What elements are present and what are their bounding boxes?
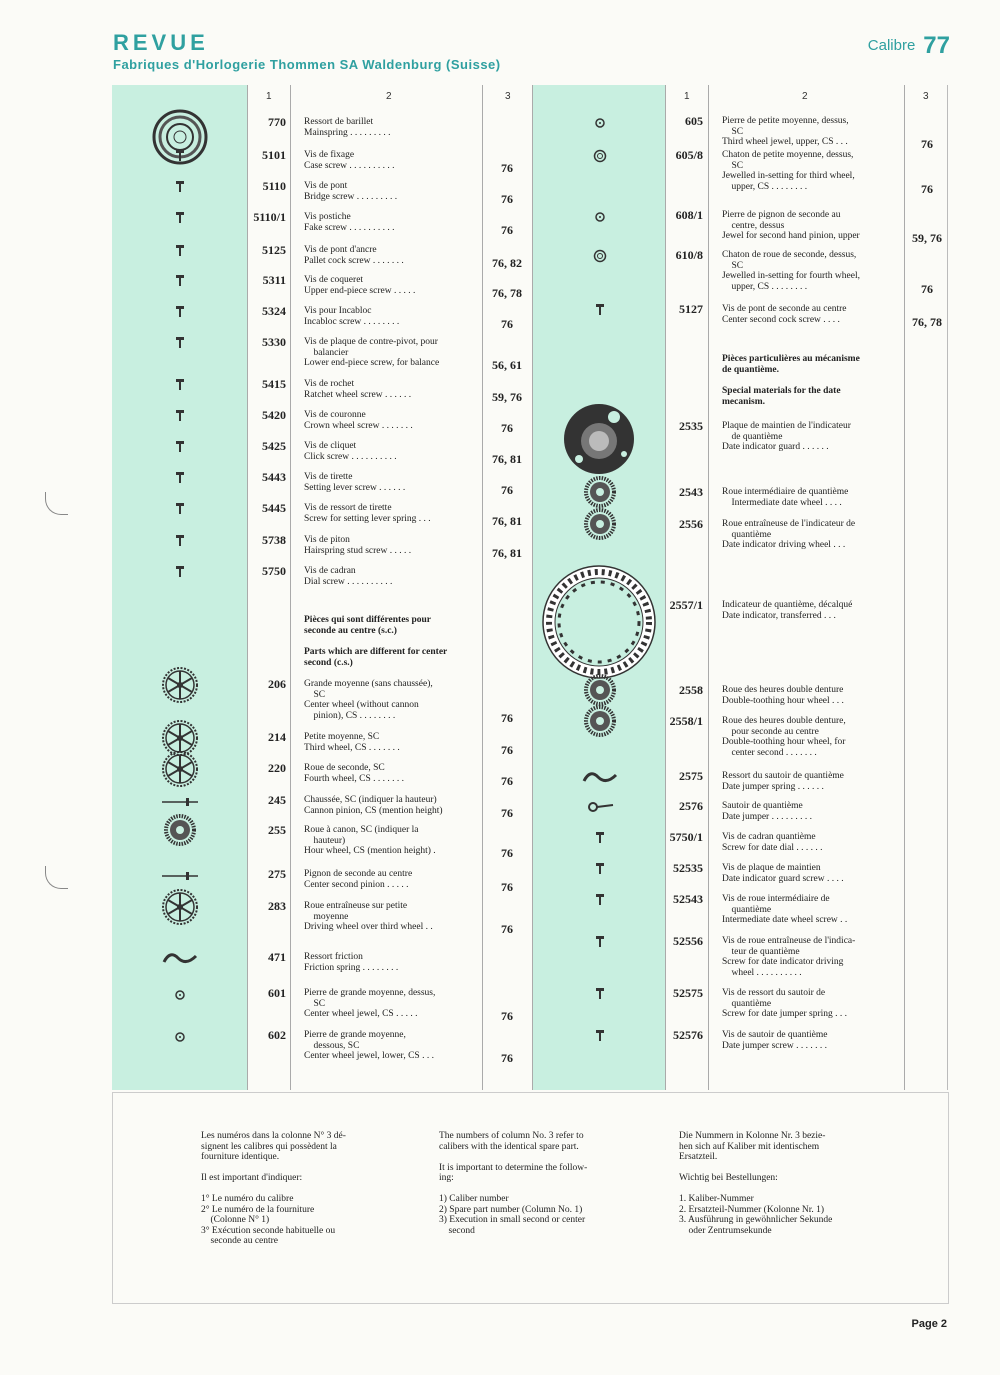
brand-title: REVUE [113, 30, 209, 55]
right-part-description: Roue des heures double denture Double-toothing hour wheel . . . [722, 685, 844, 706]
footer-notes [112, 1092, 949, 1304]
left-calibre-reference: 76, 82 [492, 255, 522, 270]
left-part-description: Vis de plaque de contre-pivot, pour balancier Lower end-piece screw, for balance [304, 337, 440, 368]
wheel-icon [160, 887, 200, 932]
left-part-number: 214 [268, 730, 286, 744]
left-part-number: 5324 [262, 304, 286, 318]
left-part-number: 5101 [262, 148, 286, 162]
calibre-heading [868, 32, 950, 60]
screw-icon [594, 893, 606, 912]
right-part-number: 52576 [673, 1028, 703, 1042]
screw-icon [174, 244, 186, 263]
right-part-number: 5750/1 [669, 830, 703, 844]
left-part-description: Vis de ressort de tirette Screw for setting lever spring . . . [304, 503, 431, 524]
screw-icon [594, 862, 606, 881]
right-col-1-header: 1 [684, 91, 690, 102]
left-part-number: 275 [268, 867, 286, 881]
left-part-description: Vis de cliquet Click screw . . . . . . . . . . [304, 441, 397, 462]
right-part-description: Vis de ressort du sautoir de quantième Screw for date jumper spring . . . [722, 988, 848, 1019]
left-col-1-header: 1 [266, 91, 272, 102]
screw-icon [174, 502, 186, 521]
left-part-number: 5415 [262, 377, 286, 391]
right-part-description: Roue entraîneuse de l'indicateur de quantième Date indicator driving wheel . . . [722, 519, 856, 550]
right-part-description: Indicateur de quantième, décalqué Date indicator, transferred . . . [722, 600, 853, 621]
left-image-column [112, 85, 247, 1090]
left-part-description: Vis de rochet Ratchet wheel screw . . . . . . [304, 379, 412, 400]
screw-icon [174, 336, 186, 355]
footer-note-fr: Les numéros dans la colonne N° 3 dé- signent les calibres qui possèdent la fourniture identique. Il est important d'indiquer: 1° Le numéro du calibre 2° Le numéro de la fourniture (Colonne N° 1) 3° Exécution seconde habituelle ou seconde au centre [201, 1131, 346, 1246]
right-part-description: Pierre de petite moyenne, dessus, SC Third wheel jewel, upper, CS . . . [722, 116, 849, 147]
left-part-number: 5738 [262, 533, 286, 547]
gear-icon [583, 704, 617, 743]
left-part-number: 220 [268, 761, 286, 775]
left-part-description: Pierre de grande moyenne, dessus, SC Center wheel jewel, CS . . . . . [304, 988, 436, 1019]
left-calibre-reference: 76 [501, 160, 513, 175]
left-part-number: 5125 [262, 243, 286, 257]
left-part-description: Vis de fixage Case screw . . . . . . . . . . [304, 150, 395, 171]
right-calibre-reference: 76 [921, 181, 933, 196]
left-part-number: 255 [268, 823, 286, 837]
left-section-heading-en: Parts which are different for center second (c.s.) [304, 647, 448, 668]
pinion-icon [160, 869, 200, 888]
left-part-description: Vis de tirette Setting lever screw . . . . . . [304, 472, 406, 493]
right-part-number: 52535 [673, 861, 703, 875]
date-disc-icon [537, 563, 661, 686]
right-part-number: 2543 [679, 485, 703, 499]
right-col-3-header: 3 [923, 91, 929, 102]
left-calibre-reference: 76 [501, 1051, 513, 1065]
left-calibre-reference: 56, 61 [492, 358, 522, 372]
left-part-number: 602 [268, 1028, 286, 1042]
left-section-heading-fr: Pièces qui sont différentes pour seconde au centre (s.c.) [304, 615, 432, 636]
right-calibre-reference: 76 [921, 137, 933, 151]
right-col-2-header: 2 [802, 91, 808, 102]
calibre-number: 77 [923, 32, 950, 59]
left-part-description: Ressort friction Friction spring . . . . . . . . [304, 952, 399, 973]
left-calibre-reference: 76, 81 [492, 545, 522, 560]
left-part-description: Vis postiche Fake screw . . . . . . . . . . [304, 212, 395, 233]
screw-icon [174, 534, 186, 553]
left-part-description: Vis de couronne Crown wheel screw . . . . . . . [304, 410, 413, 431]
left-part-description: Vis de pont Bridge screw . . . . . . . . . [304, 181, 398, 202]
left-part-number: 5443 [262, 470, 286, 484]
left-part-number: 5425 [262, 439, 286, 453]
jewel-icon [174, 988, 186, 1006]
screw-icon [174, 378, 186, 397]
left-calibre-reference: 76 [501, 879, 513, 894]
left-part-description: Chaussée, SC (indiquer la hauteur) Cannon pinion, CS (mention height) [304, 795, 443, 816]
gear-icon [583, 507, 617, 546]
right-part-description: Vis de plaque de maintien Date indicator guard screw . . . . [722, 863, 844, 884]
right-calibre-reference: 59, 76 [912, 231, 942, 245]
jewel-icon [594, 116, 606, 134]
jewel-icon [594, 210, 606, 228]
left-col-2-header: 2 [386, 91, 392, 102]
screw-icon [594, 987, 606, 1006]
screw-icon [594, 1029, 606, 1048]
left-part-number: 245 [268, 793, 286, 807]
right-part-description: Vis de roue intermédiaire de quantième Intermediate date wheel screw . . [722, 894, 848, 925]
right-calibre-reference: 76 [921, 281, 933, 296]
left-calibre-reference: 76 [501, 805, 513, 820]
right-part-description: Vis de cadran quantième Screw for date dial . . . . . . [722, 832, 823, 853]
left-part-description: Petite moyenne, SC Third wheel, CS . . . . . . . [304, 732, 400, 753]
left-part-description: Vis de piton Hairspring stud screw . . . . . [304, 535, 412, 556]
left-part-description: Ressort de barillet Mainspring . . . . . . . . . [304, 117, 391, 138]
left-part-description: Vis de coqueret Upper end-piece screw . . . . . [304, 275, 416, 296]
left-part-number: 5420 [262, 408, 286, 422]
right-part-description: Pierre de pignon de seconde au centre, dessus Jewel for second hand pinion, upper [722, 210, 860, 241]
screw-icon [174, 180, 186, 199]
right-part-description: Vis de sautoir de quantième Date jumper screw . . . . . . . [722, 1030, 828, 1051]
screw-icon [174, 440, 186, 459]
left-calibre-reference: 76 [501, 482, 513, 497]
right-part-description: Roue intermédiaire de quantième Intermediate date wheel . . . . [722, 487, 849, 508]
gear-icon [163, 813, 197, 852]
jumper-icon [585, 799, 615, 820]
left-calibre-reference: 76, 78 [492, 285, 522, 300]
left-calibre-reference: 76 [501, 222, 513, 237]
footer-note-de: Die Nummern in Kolonne Nr. 3 bezie- hen sich auf Kaliber mit identischem Ersatzteil. Wichtig bei Bestellungen: 1. Kaliber-Nummer 2. Ersatzteil-Nummer (Kolonne Nr. 1) 3. Ausführung in gewöhnlicher Sekunde oder Zentrumsekunde [679, 1131, 833, 1236]
footer-note-en: The numbers of column No. 3 refer to calibers with the identical spare part. It is important to determine the follow- ing: 1) Caliber number 2) Spare part number (Column No. 1) 3) Execution in small second or center second [439, 1131, 588, 1236]
screw-icon [174, 149, 186, 168]
screw-icon [174, 274, 186, 293]
screw-icon [174, 471, 186, 490]
right-part-number: 2558/1 [669, 714, 703, 728]
right-part-number: 52543 [673, 892, 703, 906]
left-part-description: Roue à canon, SC (indiquer la hauteur) Hour wheel, CS (mention height) . [304, 825, 436, 856]
left-part-number: 206 [268, 677, 286, 691]
left-calibre-reference: 76 [501, 1009, 513, 1023]
left-part-number: 5445 [262, 501, 286, 515]
screw-icon [594, 831, 606, 850]
left-part-description: Vis de pont d'ancre Pallet cock screw . . . . . . . [304, 245, 404, 266]
right-part-number: 605 [685, 114, 703, 128]
right-calibre-reference: 76, 78 [912, 314, 942, 329]
right-part-number: 2557/1 [669, 598, 703, 612]
left-part-number: 601 [268, 986, 286, 1000]
right-part-description: Vis de roue entraîneuse de l'indica- teur de quantième Screw for date indicator driving wheel . . . . . . . . . . [722, 936, 856, 978]
right-part-number: 610/8 [675, 248, 703, 262]
right-part-description: Sautoir de quantième Date jumper . . . . . . . . . [722, 801, 812, 822]
right-part-number: 2556 [679, 517, 703, 531]
right-part-number: 605/8 [675, 148, 703, 162]
left-part-description: Pierre de grande moyenne, dessous, SC Center wheel jewel, lower, CS . . . [304, 1030, 434, 1061]
left-calibre-reference: 76 [501, 316, 513, 331]
left-part-number: 283 [268, 899, 286, 913]
plate-icon [554, 399, 644, 484]
calibre-label: Calibre [867, 37, 916, 54]
setting-icon [593, 149, 607, 168]
screw-icon [174, 211, 186, 230]
screw-icon [594, 935, 606, 954]
wheel-icon [160, 749, 200, 794]
left-part-number: 770 [268, 115, 286, 129]
left-part-number: 5330 [262, 335, 286, 349]
left-part-number: 5750 [262, 564, 286, 578]
screw-icon [594, 303, 606, 322]
left-calibre-reference: 76 [501, 922, 513, 936]
left-calibre-reference: 76 [501, 420, 513, 435]
left-part-number: 5110 [262, 179, 286, 193]
left-part-description: Roue de seconde, SC Fourth wheel, CS . . . . . . . [304, 763, 405, 784]
right-part-number: 2576 [679, 799, 703, 813]
right-part-description: Chaton de roue de seconde, dessus, SC Jewelled in-setting for fourth wheel, upper, CS . . . . . . . . [722, 250, 860, 292]
right-part-description: Chaton de petite moyenne, dessus, SC Jewelled in-setting for third wheel, upper, CS . . . . . . . . [722, 150, 855, 192]
right-part-number: 2575 [679, 769, 703, 783]
left-part-description: Roue entraîneuse sur petite moyenne Driving wheel over third wheel . . [304, 901, 433, 932]
left-calibre-reference: 76 [501, 742, 513, 757]
right-section-heading-fr: Pièces particulières au mécanisme de quantième. [722, 354, 860, 375]
spring-icon [160, 946, 200, 975]
left-calibre-reference: 76 [501, 191, 513, 206]
page-number: Page 2 [911, 1318, 947, 1330]
spring-icon [580, 765, 620, 794]
company-subtitle: Fabriques d'Horlogerie Thommen SA Waldenburg (Suisse) [113, 57, 501, 72]
wheel-icon [160, 665, 200, 710]
right-part-description: Ressort du sautoir de quantième Date jumper spring . . . . . . [722, 771, 844, 792]
right-part-description: Vis de pont de seconde au centre Center second cock screw . . . . [722, 304, 847, 325]
left-calibre-reference: 76 [501, 846, 513, 860]
left-calibre-reference: 76, 81 [492, 513, 522, 528]
screw-icon [174, 565, 186, 584]
left-calibre-reference: 76, 81 [492, 451, 522, 466]
right-part-number: 5127 [679, 302, 703, 316]
left-col-3-header: 3 [505, 91, 511, 102]
parts-table [112, 85, 948, 1090]
right-part-description: Plaque de maintien de l'indicateur de quantième Date indicator guard . . . . . . [722, 421, 851, 452]
right-part-number: 608/1 [675, 208, 703, 222]
left-part-description: Grande moyenne (sans chaussée), SC Center wheel (without cannon pinion), CS . . . . . . . . [304, 679, 433, 721]
left-part-number: 471 [268, 950, 286, 964]
left-calibre-reference: 59, 76 [492, 389, 522, 404]
left-part-number: 5311 [262, 273, 286, 287]
left-calibre-reference: 76 [501, 773, 513, 788]
screw-icon [174, 305, 186, 324]
left-part-description: Vis de cadran Dial screw . . . . . . . . . . [304, 566, 393, 587]
left-calibre-reference: 76 [501, 710, 513, 725]
right-part-number: 2558 [679, 683, 703, 697]
left-part-description: Vis pour Incabloc Incabloc screw . . . . . . . . [304, 306, 400, 327]
left-part-description: Pignon de seconde au centre Center second pinion . . . . . [304, 869, 413, 890]
pinion-icon [160, 795, 200, 814]
punch-hole-mark [45, 866, 68, 889]
left-part-number: 5110/1 [253, 210, 286, 224]
punch-hole-mark [45, 492, 68, 515]
jewel-icon [174, 1030, 186, 1048]
right-part-number: 52575 [673, 986, 703, 1000]
right-part-description: Roue des heures double denture, pour seconde au centre Double-toothing hour wheel, for center second . . . . . . . [722, 716, 846, 758]
setting-icon [593, 249, 607, 268]
right-section-heading-en: Special materials for the date mecanism. [722, 386, 841, 407]
screw-icon [174, 409, 186, 428]
right-part-number: 2535 [679, 419, 703, 433]
right-part-number: 52556 [673, 934, 703, 948]
